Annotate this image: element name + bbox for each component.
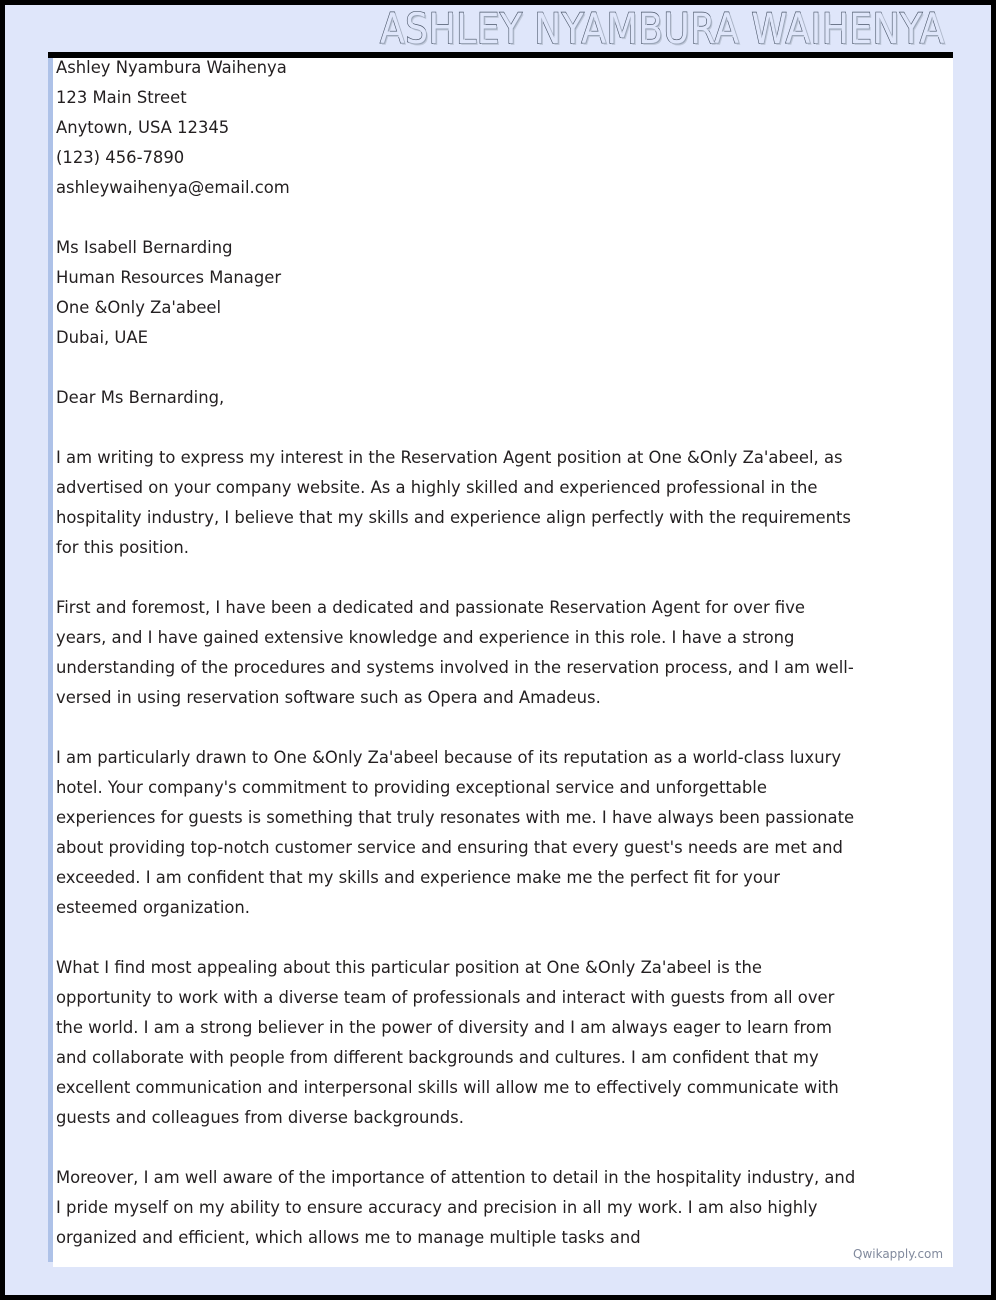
letter-paragraph: Moreover, I am well aware of the importance of attention to detail in the hospitality industry, and I pride myself on my ability to ensure accuracy and precision in all my work. I am also highly organized and efficient, which allows me to manage multiple tasks and: [56, 1168, 856, 1247]
site-watermark: Qwikapply.com: [853, 1247, 944, 1261]
letter-body: [56, 53, 856, 1253]
sender-line: ashleywaihenya@email.com: [56, 178, 290, 197]
recipient-line: Dubai, UAE: [56, 328, 148, 347]
letter-paragraph: What I find most appealing about this particular position at One &Only Za'abeel is the opportunity to work with a diverse team of professionals and interact with guests from all over the world. I am a strong believer in the power of diversity and I am always eager to learn from and collaborate with people from different backgrounds and cultures. I am confident that my excellent communication and interpersonal skills will allow me to effectively communicate with guests and colleagues from diverse backgrounds.: [56, 958, 839, 1127]
sender-line: 123 Main Street: [56, 88, 187, 107]
letter-paragraph: I am particularly drawn to One &Only Za'abeel because of its reputation as a world-class luxury hotel. Your company's commitment to providing exceptional service and unforgettable experiences for guests is something that truly resonates with me. I have always been passionate about providing top-notch customer service and ensuring that every guest's needs are met and exceeded. I am confident that my skills and experience make me the perfect fit for your esteemed organization.: [56, 748, 855, 917]
page-frame: [5, 5, 991, 1295]
page-title: ASHLEY NYAMBURA WAIHENYA: [380, 5, 945, 53]
recipient-line: One &Only Za'abeel: [56, 298, 222, 317]
recipient-line: Human Resources Manager: [56, 268, 282, 287]
letter-paragraph: First and foremost, I have been a dedicated and passionate Reservation Agent for over five years, and I have gained extensive knowledge and experience in this role. I have a strong understanding of the procedures and systems involved in the reservation process, and I am well-versed in using reservation software such as Opera and Amadeus.: [56, 598, 854, 707]
document-header: [5, 5, 991, 52]
sender-line: Ashley Nyambura Waihenya: [56, 58, 287, 77]
sender-line: Anytown, USA 12345: [56, 118, 230, 137]
recipient-address-block: [56, 233, 856, 353]
recipient-line: Ms Isabell Bernarding: [56, 238, 233, 257]
letter-paragraph: I am writing to express my interest in the Reservation Agent position at One &Only Za'abeel, as advertised on your company website. As a highly skilled and experienced professional in the hospitality industry, I believe that my skills and experience align perfectly with the requirements for this position.: [56, 448, 851, 557]
sender-line: (123) 456-7890: [56, 148, 185, 167]
salutation: Dear Ms Bernarding,: [56, 388, 225, 407]
sender-address-block: [56, 53, 856, 203]
